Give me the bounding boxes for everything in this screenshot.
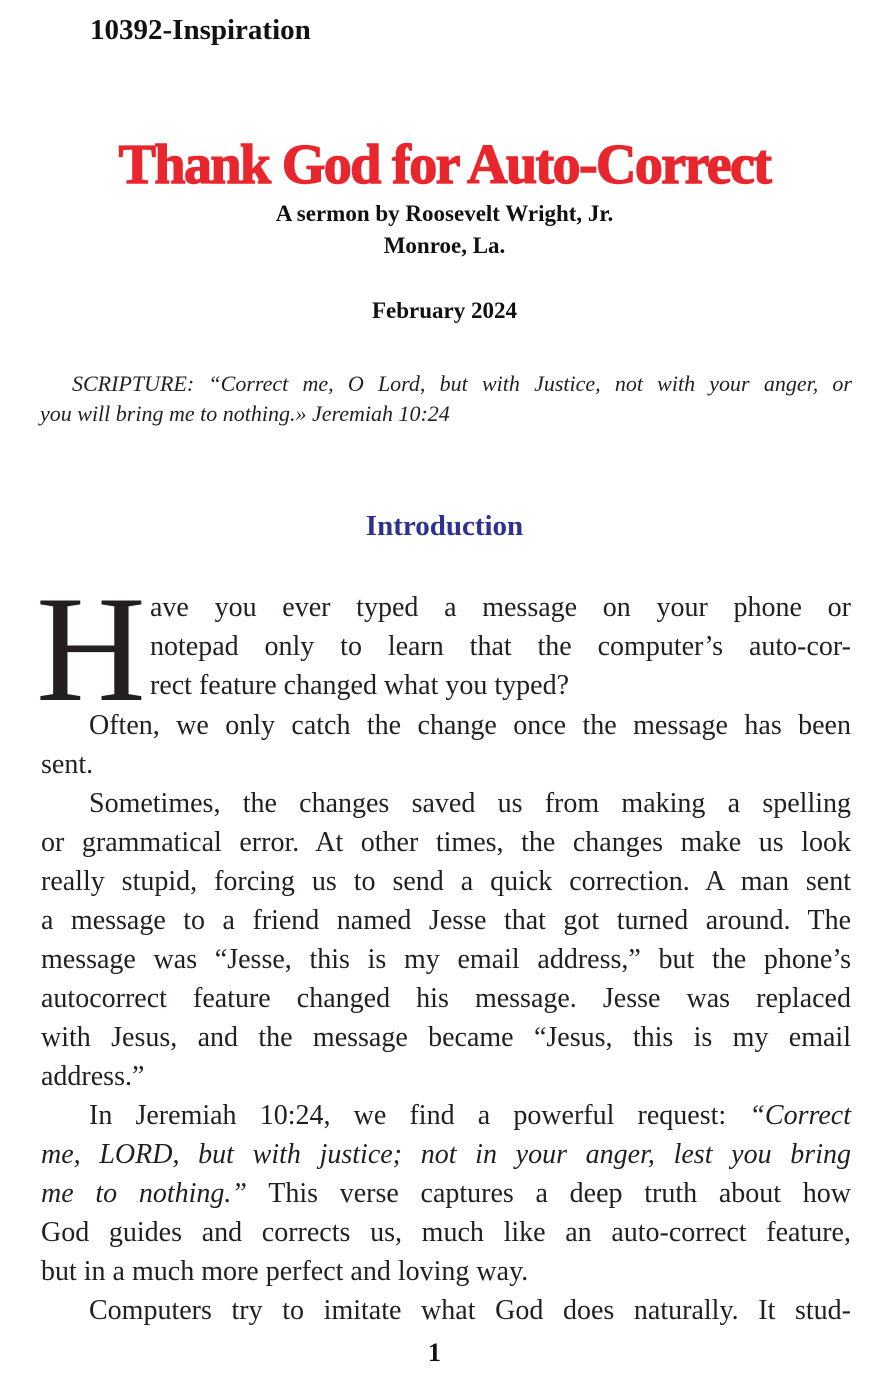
body-line: sent. — [41, 749, 94, 780]
body-line: notepad only to learn that the computer’s auto-cor- — [150, 631, 851, 662]
body-line: Computers try to imitate what God does naturally. It stud- — [89, 1295, 851, 1326]
body-line: Sometimes, the changes saved us from making a spelling — [89, 788, 851, 819]
body-line — [41, 1135, 851, 1174]
body-line: rect feature changed what you typed? — [150, 670, 570, 701]
document-id: 10392-Inspiration — [90, 14, 311, 46]
body-line: address.” — [41, 1061, 145, 1092]
body-line: really stupid, forcing us to send a quick correction. A man sent — [41, 866, 851, 897]
body-line: with Jesus, and the message became “Jesus, this is my email — [41, 1022, 851, 1053]
sermon-date: February 2024 — [371, 298, 517, 323]
section-heading-introduction: Introduction — [365, 510, 524, 542]
body-text-italic: me to nothing.” — [41, 1178, 247, 1209]
scripture-quote — [40, 369, 852, 429]
body-text-italic: me, LORD, but with justice; not in your anger, lest you bring — [41, 1139, 851, 1170]
body-line: but in a much more perfect and loving way. — [41, 1256, 529, 1287]
body-text-segment: In Jeremiah 10:24, we find a powerful request: — [89, 1100, 750, 1131]
body-line: message was “Jesse, this is my email address,” but the phone’s — [41, 944, 851, 975]
location: Monroe, La. — [383, 233, 506, 258]
body-line — [89, 1096, 851, 1135]
body-line: or grammatical error. At other times, the changes make us look — [41, 827, 851, 858]
body-line: a message to a friend named Jesse that got turned around. The — [41, 905, 851, 936]
body-text-segment: This verse captures a deep truth about how — [247, 1178, 851, 1209]
body-line: autocorrect feature changed his message. Jesse was replaced — [41, 983, 851, 1014]
page-number: 1 — [428, 1338, 441, 1367]
sermon-title: Thank God for Auto-Correct — [118, 134, 771, 196]
scripture-line: you will bring me to nothing.» Jeremiah 10:24 — [40, 401, 450, 426]
byline: A sermon by Roosevelt Wright, Jr. — [275, 201, 614, 226]
body-text-italic: “Correct — [749, 1100, 851, 1131]
body-line — [41, 1174, 851, 1213]
drop-cap: H — [36, 565, 146, 733]
body-line: God guides and corrects us, much like an auto-correct feature, — [41, 1217, 851, 1248]
scripture-line: SCRIPTURE: “Correct me, O Lord, but with Justice, not with your anger, or — [72, 371, 852, 396]
body-line: ave you ever typed a message on your phone or — [150, 592, 851, 623]
body-line: Often, we only catch the change once the message has been — [89, 710, 851, 741]
